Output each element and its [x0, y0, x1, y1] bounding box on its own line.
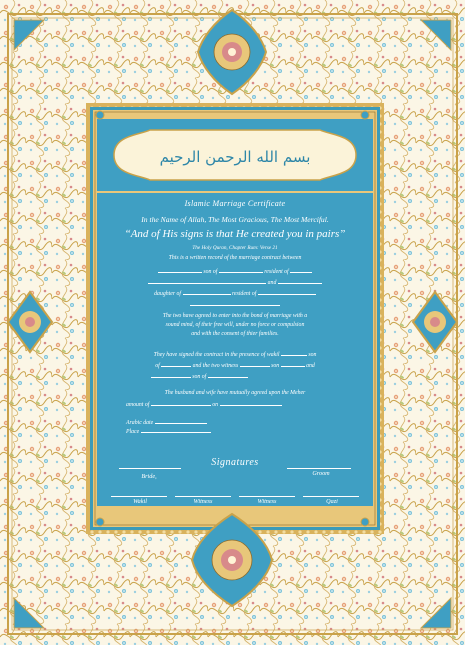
groom-sign-line[interactable] — [287, 468, 351, 469]
signatures-heading: Signatures — [211, 457, 259, 468]
bride-line: daughter of resident of — [97, 288, 373, 297]
witness2-sign-line[interactable] — [239, 496, 295, 497]
witness1-label: Witness — [193, 498, 213, 505]
basmala-line: In the Name of Allah, The Most Gracious, The Most Merciful. — [141, 215, 329, 224]
witness-line-2: son of — [97, 371, 373, 380]
qazi-label: Qazi — [326, 498, 338, 505]
record-intro: This is a written record of the marriage contract between — [168, 255, 302, 261]
witness1-sign-line[interactable] — [175, 496, 231, 497]
meher-line-2: amount of on — [126, 399, 282, 408]
wakil-label: Wakil — [133, 498, 147, 505]
groom-label: Groom — [312, 470, 330, 477]
agreement-line-3: and with the consent of thier families. — [191, 331, 279, 337]
certificate-title: Islamic Marriage Certificate — [184, 199, 286, 208]
wakil-sign-line[interactable] — [111, 496, 167, 497]
groom-line: son of resident of — [97, 266, 373, 275]
agreement-line-2: sound mind, of their free will, under no force or compulsion — [165, 322, 305, 328]
quran-verse: “And of His signs is that He created you in pairs” — [124, 228, 346, 240]
wakil-line: They have signed the contract in the presence of wakil son — [97, 349, 373, 358]
header-calligraphy: بسم الله الرحمن الرحيم — [159, 148, 311, 166]
arabic-date-line: Arabic date — [126, 417, 207, 426]
bride-label: Bride, — [141, 473, 157, 480]
bride-sign-line[interactable] — [119, 468, 181, 469]
bride-line-2 — [97, 299, 373, 308]
verse-reference: The Holy Quran, Chapter Rum: Verse 21 — [192, 245, 278, 251]
certificate-panel — [97, 193, 373, 506]
witness-line: of and the two witness son and — [97, 360, 373, 369]
agreement-line-1: The two have agreed to enter into the bond of marriage with a — [162, 313, 308, 319]
qazi-sign-line[interactable] — [303, 496, 359, 497]
witness2-label: Witness — [257, 498, 277, 505]
meher-line-1: The husband and wife have mutually agreed upon the Meher — [164, 390, 306, 396]
place-line: Place — [126, 426, 211, 435]
groom-line-2: and — [97, 277, 373, 286]
